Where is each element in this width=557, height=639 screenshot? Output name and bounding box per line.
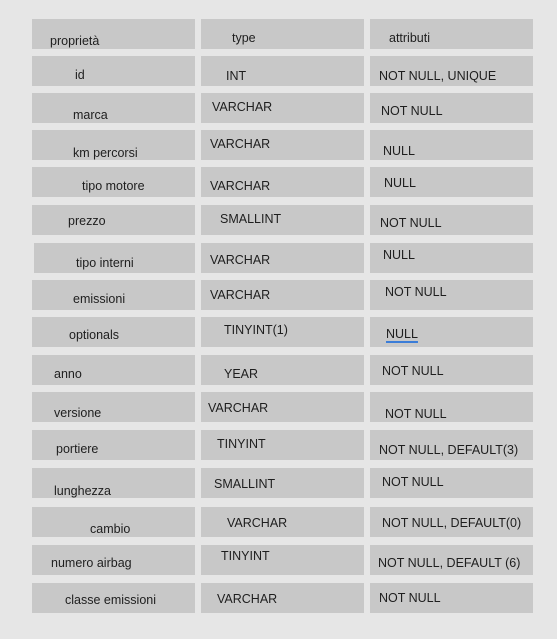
property-label: prezzo — [68, 214, 106, 228]
type-label: TINYINT — [217, 437, 266, 451]
header-cell-type — [201, 19, 364, 49]
property-label: lunghezza — [54, 484, 111, 498]
type-cell — [201, 205, 364, 235]
property-cell — [32, 355, 195, 385]
attributes-cell — [370, 205, 533, 235]
attributes-label: NOT NULL, DEFAULT(3) — [379, 443, 519, 457]
attributes-cell — [370, 545, 533, 575]
type-cell — [201, 545, 364, 575]
property-cell — [32, 93, 195, 123]
type-cell — [201, 243, 364, 273]
attributes-label: NULL — [383, 144, 415, 158]
attributes-label: NOT NULL, DEFAULT (6) — [378, 556, 521, 570]
type-cell — [201, 280, 364, 310]
attributes-cell — [370, 507, 533, 537]
type-cell — [201, 93, 364, 123]
property-cell — [32, 280, 195, 310]
type-label: VARCHAR — [210, 253, 271, 267]
type-label: VARCHAR — [227, 516, 288, 530]
attributes-cell — [370, 392, 533, 422]
type-cell — [201, 392, 364, 422]
attributes-cell — [370, 430, 533, 460]
property-label: classe emissioni — [65, 593, 157, 607]
attributes-label: NOT NULL — [385, 407, 447, 421]
type-label: SMALLINT — [220, 212, 282, 226]
type-cell — [201, 355, 364, 385]
attributes-cell — [370, 355, 533, 385]
attributes-cell — [370, 317, 533, 347]
property-cell — [32, 430, 195, 460]
type-cell — [201, 56, 364, 86]
type-cell — [201, 130, 364, 160]
attributes-label: NOT NULL — [380, 216, 442, 230]
attributes-cell — [370, 167, 533, 197]
property-cell — [32, 583, 195, 613]
property-label: optionals — [69, 328, 120, 342]
property-cell — [32, 392, 195, 422]
type-label: VARCHAR — [210, 179, 271, 193]
type-label: VARCHAR — [210, 137, 271, 151]
property-cell — [32, 167, 195, 197]
type-label: SMALLINT — [214, 477, 276, 491]
attributes-cell — [370, 93, 533, 123]
header-attributes-label: attributi — [389, 31, 430, 45]
property-label: versione — [54, 406, 102, 420]
attributes-label: NOT NULL — [382, 475, 444, 489]
type-cell — [201, 468, 364, 498]
property-label: portiere — [56, 442, 99, 456]
property-label: tipo motore — [82, 179, 145, 193]
type-label: VARCHAR — [210, 288, 271, 302]
attributes-cell — [370, 280, 533, 310]
property-cell — [32, 507, 195, 537]
property-cell — [32, 56, 195, 86]
property-label: cambio — [90, 522, 131, 536]
property-cell — [32, 205, 195, 235]
type-cell — [201, 317, 364, 347]
type-label: TINYINT — [221, 549, 270, 563]
attributes-label: NULL — [383, 248, 415, 262]
type-cell — [201, 507, 364, 537]
header-cell-property — [32, 19, 195, 49]
attributes-cell — [370, 583, 533, 613]
attributes-label: NOT NULL, UNIQUE — [379, 69, 497, 83]
type-label: INT — [226, 69, 247, 83]
attributes-cell — [370, 56, 533, 86]
header-property-label: proprietà — [50, 34, 100, 48]
header-cell-attributes — [370, 19, 533, 49]
property-label: emissioni — [73, 292, 126, 306]
property-label: marca — [73, 108, 108, 122]
property-label: id — [75, 68, 85, 82]
attributes-cell — [370, 243, 533, 273]
property-cell — [32, 317, 195, 347]
property-cell — [32, 545, 195, 575]
property-cell — [32, 130, 195, 160]
attributes-label: NOT NULL — [379, 591, 441, 605]
type-cell — [201, 430, 364, 460]
type-label: VARCHAR — [212, 100, 273, 114]
property-label: numero airbag — [51, 556, 132, 570]
attributes-label: NOT NULL — [382, 364, 444, 378]
property-label: tipo interni — [76, 256, 134, 270]
attributes-cell — [370, 130, 533, 160]
type-cell — [201, 167, 364, 197]
attributes-label: NOT NULL — [381, 104, 443, 118]
header-type-label: type — [232, 31, 256, 45]
type-label: YEAR — [224, 367, 259, 381]
property-label: km percorsi — [73, 146, 138, 160]
type-label: TINYINT(1) — [224, 323, 288, 337]
type-label: VARCHAR — [217, 592, 278, 606]
property-cell — [34, 243, 195, 273]
property-label: anno — [54, 367, 82, 381]
type-label: VARCHAR — [208, 401, 269, 415]
attributes-label: NOT NULL — [385, 285, 447, 299]
attributes-label: NOT NULL, DEFAULT(0) — [382, 516, 522, 530]
attributes-label: NULL — [384, 176, 416, 190]
attributes-cell — [370, 468, 533, 498]
attributes-label: NULL — [386, 327, 418, 341]
property-cell — [32, 468, 195, 498]
type-cell — [201, 583, 364, 613]
